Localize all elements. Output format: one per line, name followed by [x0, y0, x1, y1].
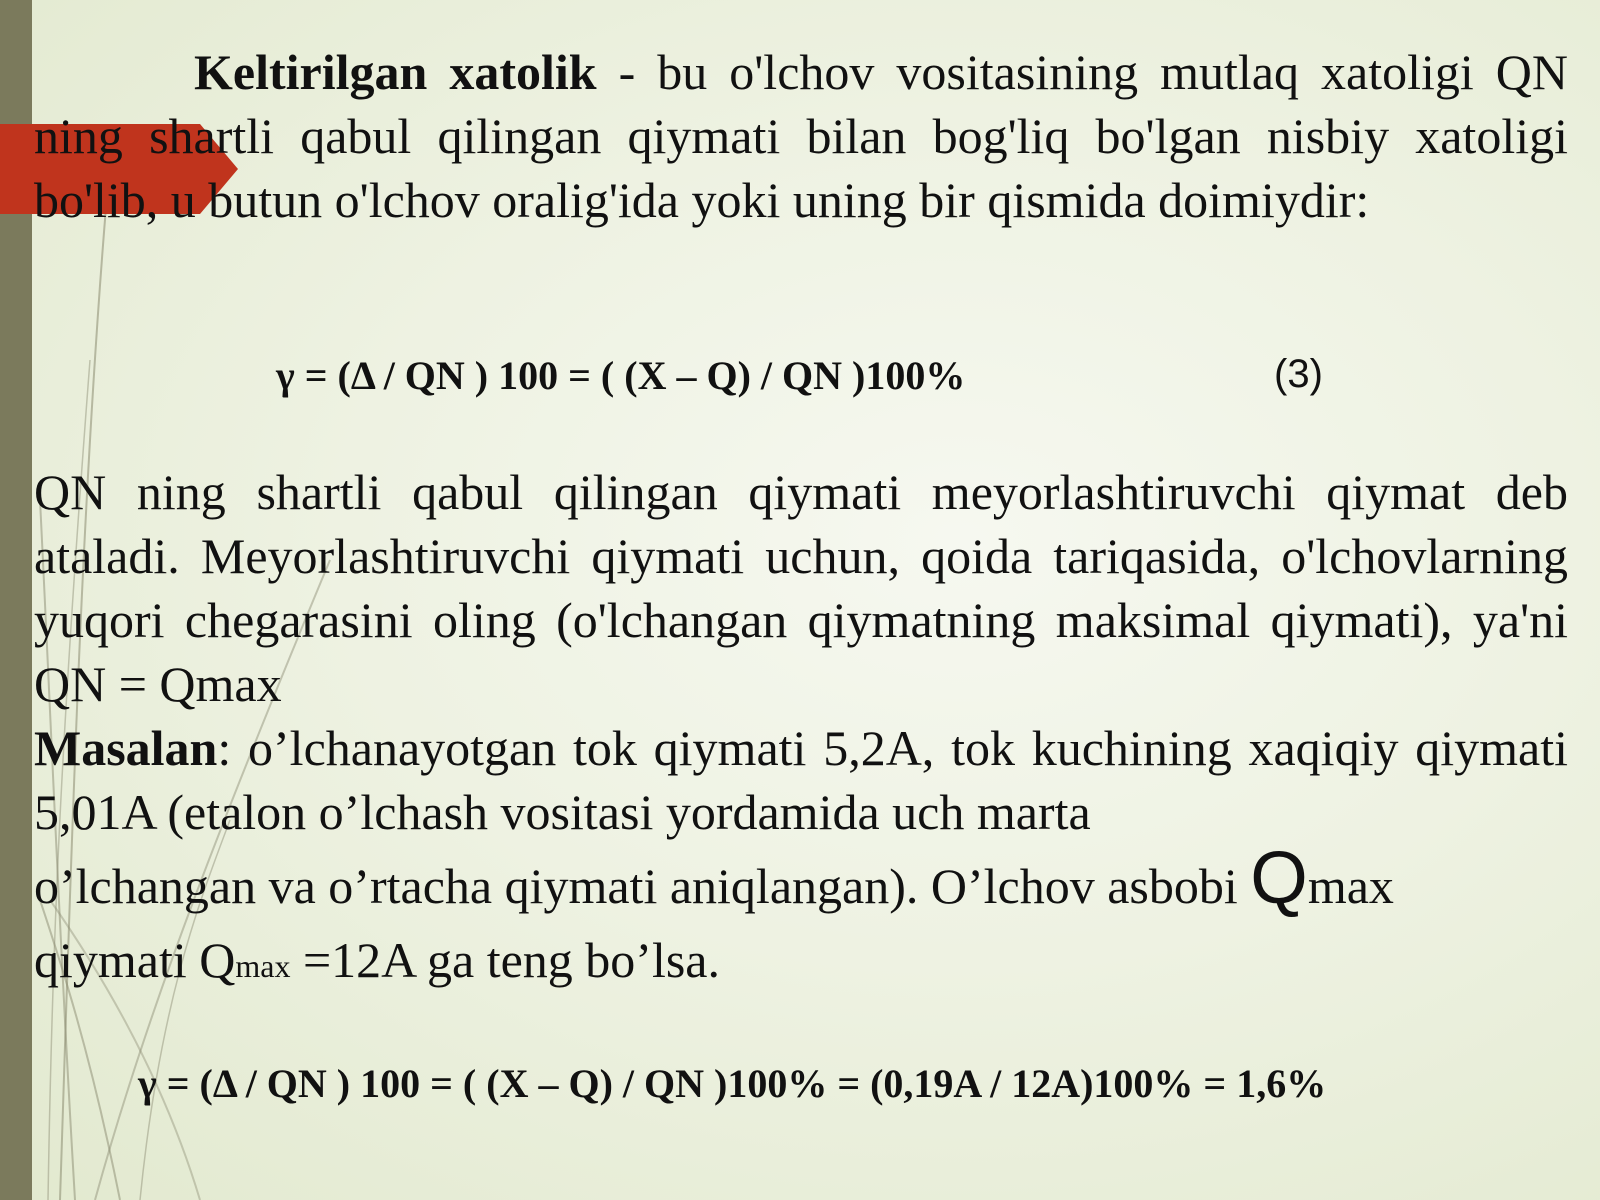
paragraph-2-container [34, 460, 1568, 998]
paragraph-1 [34, 40, 1568, 232]
paragraph-2: QN ning shartli qabul qilingan qiymati meyorlashtiruvchi qiymat deb ataladi. Meyorlashtiruvchi qiymati uchun, qoida tariqasida, o'lchovlarning yuqori chegarasini oling (o'lchangan qiymatning maksimal qiymati), ya'ni QN = Qmax [34, 464, 1568, 712]
formula-example-result: γ = (Δ / QN ) 100 = ( (X – Q) / QN )100% = (0,19A / 12A)100% = 1,6% [138, 1061, 1327, 1106]
example-text-3: qiymati Q [34, 932, 236, 988]
max-subscript-2: max [235, 948, 291, 984]
formula-3: γ = (Δ / QN ) 100 = ( (X – Q) / QN )100% [276, 353, 966, 398]
example-label: Masalan [34, 720, 218, 776]
example-text-2: o’lchangan va o’rtacha qiymati aniqlangan). O’lchov asbobi [34, 858, 1251, 914]
example-line-2 [34, 836, 1568, 928]
example-paragraph [34, 716, 1568, 844]
example-text-4: =12A ga teng bo’lsa. [290, 932, 720, 988]
paragraph-1-container [34, 40, 1568, 232]
max-subscript-1: max [1307, 858, 1394, 914]
big-q-symbol: Q [1250, 836, 1308, 919]
example-text-1: : o’lchanayotgan tok qiymati 5,2A, tok kuchining xaqiqiy qiymati 5,01A (etalon o’lchash vositasi yordamida uch marta [34, 720, 1568, 840]
term-keltirilgan-xatolik: Keltirilgan xatolik [194, 44, 597, 100]
equation-number: (3) [1274, 352, 1323, 396]
paragraph-1-text: - bu o'lchov vositasining mutlaq xatoligi QN ning shartli qabul qilingan qiymati bilan bog'liq bo'lgan nisbiy xatoligi bo'lib, u butun o'lchov oralig'ida yoki uning bir qismida doimiydir: [34, 44, 1569, 228]
example-line-3 [34, 928, 1568, 998]
